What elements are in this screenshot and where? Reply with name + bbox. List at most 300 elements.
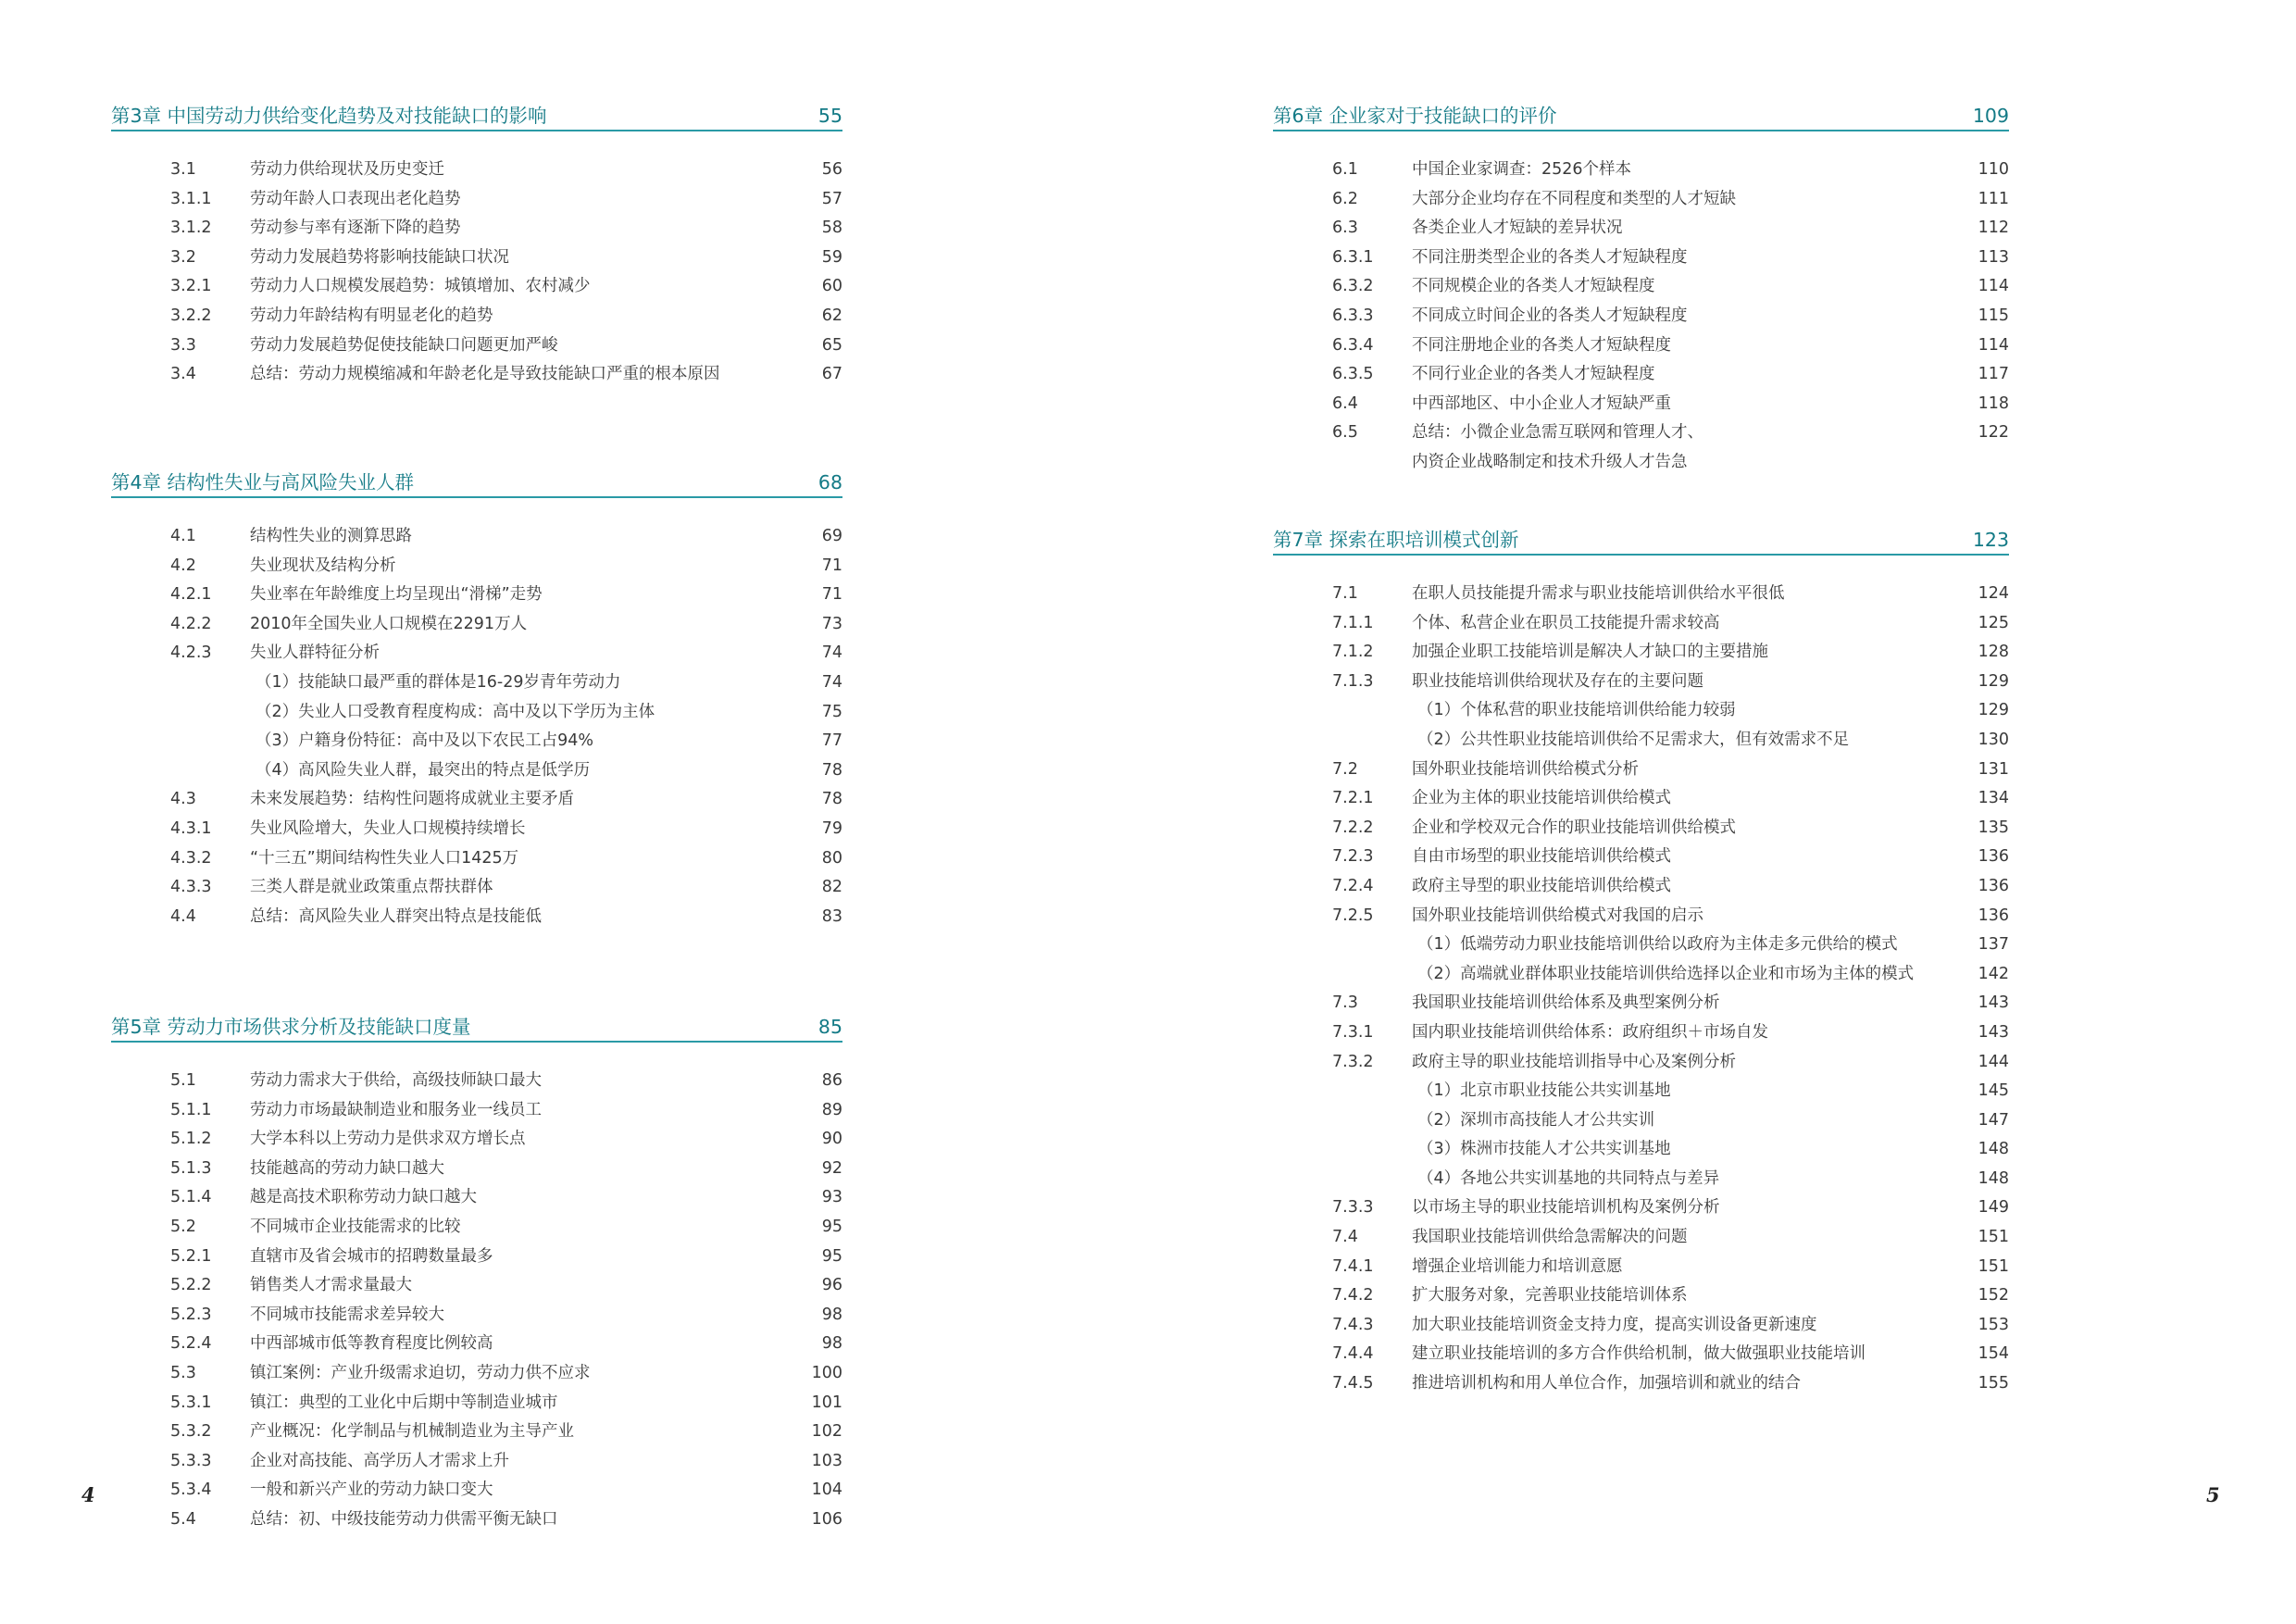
section-page-number: 110 — [1978, 160, 2009, 179]
toc-entry[interactable] — [111, 698, 842, 728]
chapter-page-number: 123 — [1972, 529, 2009, 551]
section-page-number: 90 — [821, 1130, 842, 1149]
section-page-number: 82 — [821, 878, 842, 897]
toc-entry-list — [111, 156, 842, 390]
section-number: 7.1 — [1332, 584, 1358, 603]
toc-entry[interactable] — [1273, 668, 2009, 697]
section-number: 4.3.3 — [170, 878, 212, 897]
toc-entry[interactable] — [111, 1243, 842, 1272]
toc-entry[interactable] — [1273, 1281, 2009, 1311]
section-page-number: 125 — [1978, 613, 2009, 632]
section-number: 4.3.2 — [170, 848, 212, 868]
section-number: 7.1.2 — [1332, 643, 1374, 662]
section-page-number: 74 — [821, 672, 842, 692]
section-number: 7.4 — [1332, 1228, 1358, 1247]
toc-entry[interactable] — [111, 1096, 842, 1126]
section-number: 7.2.4 — [1332, 876, 1374, 895]
section-number: 6.3.2 — [1332, 277, 1374, 296]
toc-entry[interactable] — [1273, 331, 2009, 361]
section-page-number: 142 — [1978, 964, 2009, 983]
section-number: 4.2.3 — [170, 643, 212, 663]
section-title: 大部分企业均存在不同程度和类型的人才短缺 — [1412, 189, 1736, 208]
section-page-number: 113 — [1978, 247, 2009, 267]
section-number: 7.3.3 — [1332, 1198, 1374, 1218]
toc-entry[interactable] — [1273, 784, 2009, 814]
section-title: 失业风险增大，失业人口规模持续增长 — [250, 818, 526, 838]
toc-entry[interactable] — [1273, 1077, 2009, 1106]
toc-entry[interactable] — [111, 785, 842, 815]
toc-entry[interactable] — [1273, 814, 2009, 843]
chapter-title: 第4章 结构性失业与高风险失业人群 — [111, 471, 415, 493]
toc-entry[interactable] — [1273, 302, 2009, 331]
section-number: 3.1.2 — [170, 219, 212, 238]
section-page-number: 101 — [811, 1393, 842, 1412]
section-title: （2）公共性职业技能培训供给不足需求大，但有效需求不足 — [1417, 730, 1850, 749]
section-title: 结构性失业的测算思路 — [250, 527, 412, 545]
section-title: 劳动年龄人口表现出老化趋势 — [250, 189, 461, 208]
chapter-title: 第7章 探索在职培训模式创新 — [1273, 529, 1519, 551]
section-title: 2010年全国失业人口规模在2291万人 — [250, 614, 528, 633]
section-page-number: 77 — [821, 731, 842, 751]
section-title: 镇江案例：产业升级需求迫切，劳动力供不应求 — [250, 1363, 591, 1382]
section-title: 个体、私营企业在职员工技能提升需求较高 — [1412, 613, 1720, 632]
chapter-heading[interactable] — [1273, 104, 2009, 131]
section-number: 5.1.3 — [170, 1158, 212, 1178]
section-page-number: 86 — [821, 1071, 842, 1090]
toc-entry[interactable] — [111, 581, 842, 610]
toc-entry[interactable] — [1273, 1253, 2009, 1282]
chapter-page-number: 55 — [817, 105, 842, 127]
toc-entry[interactable] — [1273, 1018, 2009, 1048]
section-page-number: 106 — [811, 1509, 842, 1529]
toc-entry[interactable] — [1273, 902, 2009, 931]
section-title: 失业现状及结构分析 — [250, 556, 396, 575]
section-title: （2）高端就业群体职业技能培训供给选择以企业和市场为主体的模式 — [1417, 964, 1915, 983]
section-title: 劳动力年龄结构有明显老化的趋势 — [250, 306, 493, 325]
section-page-number: 98 — [821, 1334, 842, 1354]
section-page-number: 136 — [1978, 906, 2009, 925]
toc-entry[interactable] — [1273, 1193, 2009, 1223]
toc-entry[interactable] — [1273, 214, 2009, 244]
section-number: 4.2.2 — [170, 614, 212, 633]
section-number: 5.2.3 — [170, 1305, 212, 1324]
section-title: 中西部地区、中小企业人才短缺严重 — [1412, 394, 1671, 413]
section-title: “十三五”期间结构性失业人口1425万 — [250, 848, 519, 868]
section-page-number: 102 — [811, 1422, 842, 1442]
section-page-number: 57 — [821, 189, 842, 208]
section-title: 自由市场型的职业技能培训供给模式 — [1412, 847, 1671, 867]
section-page-number: 74 — [821, 643, 842, 663]
section-title: 以市场主导的职业技能培训机构及案例分析 — [1412, 1198, 1720, 1218]
section-page-number: 67 — [821, 365, 842, 384]
chapter-page-number: 109 — [1972, 105, 2009, 127]
toc-entry[interactable] — [1273, 1311, 2009, 1341]
section-page-number: 148 — [1978, 1140, 2009, 1159]
section-number: 7.2 — [1332, 759, 1358, 779]
section-page-number: 128 — [1978, 643, 2009, 662]
section-page-number: 148 — [1978, 1168, 2009, 1188]
section-number: 6.3.5 — [1332, 365, 1374, 384]
section-number: 3.2.1 — [170, 277, 212, 296]
toc-entry[interactable] — [1273, 1340, 2009, 1369]
section-title: 直辖市及省会城市的招聘数量最多 — [250, 1246, 493, 1266]
chapter-page-number: 85 — [817, 1016, 842, 1038]
chapter-6 — [1273, 104, 2009, 478]
toc-entry[interactable] — [111, 522, 842, 552]
section-page-number: 112 — [1978, 219, 2009, 238]
toc-entry[interactable] — [1273, 244, 2009, 273]
section-number: 3.1.1 — [170, 189, 212, 208]
toc-entry-list — [111, 522, 842, 931]
section-number: 7.4.2 — [1332, 1286, 1374, 1305]
toc-entry[interactable] — [111, 185, 842, 215]
section-number: 6.2 — [1332, 189, 1358, 208]
toc-entry[interactable] — [111, 1125, 842, 1155]
toc-entry[interactable] — [111, 1476, 842, 1505]
toc-entry[interactable] — [1273, 1369, 2009, 1399]
toc-entry[interactable] — [1273, 843, 2009, 872]
section-number: 4.2.1 — [170, 585, 212, 605]
section-page-number: 79 — [821, 818, 842, 838]
left-page-number: 4 — [81, 1483, 95, 1506]
section-page-number: 100 — [811, 1363, 842, 1382]
toc-entry-list — [111, 1067, 842, 1535]
section-page-number: 92 — [821, 1158, 842, 1178]
section-number: 6.3.4 — [1332, 335, 1374, 355]
section-title: 技能越高的劳动力缺口越大 — [250, 1158, 444, 1178]
section-title: （1）低端劳动力职业技能培训供给以政府为主体走多元供给的模式 — [1417, 935, 1898, 955]
toc-entry[interactable] — [1273, 1165, 2009, 1194]
section-title: 总结：小微企业急需互联网和管理人才、 — [1412, 423, 1703, 443]
section-title: 加大职业技能培训资金支持力度，提高实训设备更新速度 — [1412, 1315, 1817, 1334]
section-title: 不同城市技能需求差异较大 — [250, 1305, 444, 1324]
section-page-number: 89 — [821, 1100, 842, 1119]
section-page-number: 62 — [821, 306, 842, 325]
right-page-number: 5 — [2206, 1483, 2220, 1506]
section-page-number: 58 — [821, 219, 842, 238]
section-number: 3.1 — [170, 160, 196, 179]
toc-entry[interactable] — [111, 1155, 842, 1184]
section-number: 7.4.4 — [1332, 1344, 1374, 1364]
toc-entry[interactable] — [1273, 390, 2009, 419]
section-number: 3.2 — [170, 247, 196, 267]
section-number: 3.4 — [170, 365, 196, 384]
toc-entry[interactable] — [1273, 931, 2009, 960]
section-title: 销售类人才需求量最大 — [250, 1276, 412, 1295]
chapter-3 — [111, 104, 842, 390]
toc-entry[interactable] — [111, 1330, 842, 1359]
toc-entry[interactable] — [1273, 1135, 2009, 1165]
toc-entry[interactable] — [111, 1271, 842, 1301]
section-title: 不同注册类型企业的各类人才短缺程度 — [1412, 247, 1688, 267]
section-page-number: 65 — [821, 335, 842, 355]
section-title: 不同注册地企业的各类人才短缺程度 — [1412, 335, 1671, 355]
section-title: 我国职业技能培训供给急需解决的问题 — [1412, 1228, 1688, 1247]
toc-entry[interactable] — [111, 1067, 842, 1096]
section-title: 增强企业培训能力和培训意愿 — [1412, 1256, 1623, 1276]
section-page-number: 131 — [1978, 759, 2009, 779]
section-title: 劳动力发展趋势促使技能缺口问题更加严峻 — [250, 335, 558, 355]
section-title: 劳动力供给现状及历史变迁 — [250, 160, 444, 179]
section-title: （2）失业人口受教育程度构成：高中及以下学历为主体 — [256, 702, 655, 721]
section-title: 失业率在年龄维度上均呈现出“滑梯”走势 — [250, 585, 543, 605]
section-number: 4.3 — [170, 790, 196, 809]
toc-entry[interactable] — [111, 756, 842, 786]
section-page-number: 95 — [821, 1217, 842, 1236]
chapter-heading[interactable] — [111, 104, 842, 131]
chapter-title: 第6章 企业家对于技能缺口的评价 — [1273, 105, 1557, 127]
section-page-number: 135 — [1978, 818, 2009, 837]
section-title: 国外职业技能培训供给模式对我国的启示 — [1412, 906, 1703, 925]
toc-entry[interactable] — [1273, 696, 2009, 726]
section-title: 不同行业企业的各类人才短缺程度 — [1412, 365, 1655, 384]
toc-entry[interactable] — [111, 815, 842, 844]
chapter-heading[interactable] — [111, 1015, 842, 1043]
section-number: 4.4 — [170, 906, 196, 926]
toc-entry[interactable] — [111, 668, 842, 698]
section-title: 劳动参与率有逐渐下降的趋势 — [250, 219, 461, 238]
section-page-number: 155 — [1978, 1374, 2009, 1393]
section-title: 产业概况：化学制品与机械制造业为主导产业 — [250, 1422, 574, 1442]
chapter-7 — [1273, 528, 2009, 1399]
section-title: 各类企业人才短缺的差异状况 — [1412, 219, 1623, 238]
section-number: 5.2.1 — [170, 1246, 212, 1266]
toc-entry[interactable] — [1273, 1223, 2009, 1253]
toc-entry[interactable] — [111, 552, 842, 581]
section-number: 5.3.1 — [170, 1393, 212, 1412]
section-page-number: 78 — [821, 790, 842, 809]
section-title: 内资企业战略制定和技术升级人才告急 — [1412, 452, 1688, 471]
toc-entry[interactable] — [111, 1389, 842, 1418]
chapter-title: 第5章 劳动力市场供求分析及技能缺口度量 — [111, 1016, 471, 1038]
toc-entry[interactable] — [111, 844, 842, 874]
toc-entry-list — [1273, 580, 2009, 1399]
section-page-number: 75 — [821, 702, 842, 721]
section-title: （2）深圳市高技能人才公共实训 — [1417, 1110, 1655, 1130]
section-number: 7.3 — [1332, 993, 1358, 1013]
section-page-number: 151 — [1978, 1256, 2009, 1276]
toc-entry[interactable] — [111, 1301, 842, 1330]
section-title: 建立职业技能培训的多方合作供给机制，做大做强职业技能培训 — [1412, 1344, 1866, 1364]
toc-entry[interactable] — [111, 903, 842, 932]
toc-entry[interactable] — [1273, 580, 2009, 609]
section-page-number: 83 — [821, 906, 842, 926]
toc-entry[interactable] — [111, 214, 842, 244]
section-page-number: 149 — [1978, 1198, 2009, 1218]
toc-entry[interactable] — [111, 873, 842, 903]
section-page-number: 78 — [821, 760, 842, 780]
section-page-number: 151 — [1978, 1228, 2009, 1247]
toc-entry[interactable] — [1273, 756, 2009, 785]
section-page-number: 129 — [1978, 701, 2009, 720]
toc-entry[interactable] — [1273, 360, 2009, 390]
section-number: 7.4.5 — [1332, 1374, 1374, 1393]
section-page-number: 136 — [1978, 847, 2009, 867]
section-page-number: 147 — [1978, 1110, 2009, 1130]
section-title: 中西部城市低等教育程度比例较高 — [250, 1334, 493, 1354]
section-number: 6.3 — [1332, 219, 1358, 238]
section-title: （3）户籍身份特征：高中及以下农民工占94% — [256, 731, 594, 751]
chapter-heading[interactable] — [1273, 528, 2009, 556]
section-page-number: 137 — [1978, 935, 2009, 955]
section-title: 加强企业职工技能培训是解决人才缺口的主要措施 — [1412, 643, 1768, 662]
section-number: 5.1 — [170, 1071, 196, 1090]
toc-entry[interactable] — [1273, 272, 2009, 302]
section-page-number: 98 — [821, 1305, 842, 1324]
section-title: 劳动力发展趋势将影响技能缺口状况 — [250, 247, 509, 267]
section-number: 5.1.2 — [170, 1130, 212, 1149]
section-title: 不同成立时间企业的各类人才短缺程度 — [1412, 306, 1688, 325]
toc-entry[interactable] — [111, 1418, 842, 1447]
section-number: 4.2 — [170, 556, 196, 575]
section-number: 7.1.1 — [1332, 613, 1374, 632]
section-page-number: 71 — [821, 585, 842, 605]
section-number: 5.1.4 — [170, 1188, 212, 1207]
section-number: 3.2.2 — [170, 306, 212, 325]
chapter-5 — [111, 1015, 842, 1535]
section-number: 7.4.1 — [1332, 1256, 1374, 1276]
section-page-number: 59 — [821, 247, 842, 267]
section-title: 扩大服务对象，完善职业技能培训体系 — [1412, 1286, 1688, 1305]
section-title: 政府主导型的职业技能培训供给模式 — [1412, 876, 1671, 895]
section-title: 企业为主体的职业技能培训供给模式 — [1412, 789, 1671, 808]
section-title: （4）高风险失业人群，最突出的特点是低学历 — [256, 760, 591, 780]
section-title: 企业和学校双元合作的职业技能培训供给模式 — [1412, 818, 1736, 837]
section-page-number: 134 — [1978, 789, 2009, 808]
chapter-title: 第3章 中国劳动力供给变化趋势及对技能缺口的影响 — [111, 105, 547, 127]
section-title: 总结：高风险失业人群突出特点是技能低 — [250, 906, 542, 926]
section-number: 4.1 — [170, 527, 196, 545]
toc-entry[interactable] — [111, 272, 842, 302]
section-number: 7.2.1 — [1332, 789, 1374, 808]
section-title: 镇江：典型的工业化中后期中等制造业城市 — [250, 1393, 558, 1412]
section-title: 我国职业技能培训供给体系及典型案例分析 — [1412, 993, 1720, 1013]
toc-entry[interactable] — [111, 302, 842, 331]
section-page-number: 144 — [1978, 1052, 2009, 1071]
toc-entry[interactable] — [1273, 872, 2009, 902]
section-title: 失业人群特征分析 — [250, 643, 380, 663]
section-page-number: 103 — [811, 1451, 842, 1470]
section-page-number: 56 — [821, 160, 842, 179]
section-number: 5.3.4 — [170, 1480, 212, 1500]
section-number: 7.4.3 — [1332, 1315, 1374, 1334]
section-title: （1）个体私营的职业技能培训供给能力较弱 — [1417, 701, 1736, 720]
toc-entry[interactable] — [111, 639, 842, 668]
toc-entry[interactable] — [111, 727, 842, 756]
section-number: 7.2.3 — [1332, 847, 1374, 867]
toc-entry[interactable] — [111, 156, 842, 185]
section-page-number: 93 — [821, 1188, 842, 1207]
section-page-number: 111 — [1978, 189, 2009, 208]
section-title: 政府主导的职业技能培训指导中心及案例分析 — [1412, 1052, 1736, 1071]
section-page-number: 73 — [821, 614, 842, 633]
section-page-number: 114 — [1978, 335, 2009, 355]
section-number: 7.1.3 — [1332, 671, 1374, 691]
section-number: 5.3.2 — [170, 1422, 212, 1442]
section-number: 7.2.2 — [1332, 818, 1374, 837]
toc-entry[interactable] — [1273, 960, 2009, 990]
toc-entry[interactable] — [1273, 609, 2009, 639]
toc-entry[interactable] — [111, 360, 842, 390]
section-page-number: 118 — [1978, 394, 2009, 413]
section-page-number: 143 — [1978, 993, 2009, 1013]
section-page-number: 124 — [1978, 584, 2009, 603]
section-title: 职业技能培训供给现状及存在的主要问题 — [1412, 671, 1703, 691]
section-page-number: 117 — [1978, 365, 2009, 384]
section-page-number: 129 — [1978, 671, 2009, 691]
section-number: 6.5 — [1332, 423, 1358, 443]
toc-entry[interactable] — [111, 1505, 842, 1535]
section-title: 国外职业技能培训供给模式分析 — [1412, 759, 1639, 779]
section-title: （4）各地公共实训基地的共同特点与差异 — [1417, 1168, 1720, 1188]
section-page-number: 96 — [821, 1276, 842, 1295]
section-page-number: 130 — [1978, 730, 2009, 749]
section-title: 大学本科以上劳动力是供求双方增长点 — [250, 1130, 526, 1149]
toc-entry[interactable] — [1273, 1048, 2009, 1078]
toc-entry[interactable] — [111, 1359, 842, 1389]
toc-entry[interactable] — [111, 244, 842, 273]
toc-entry[interactable] — [1273, 185, 2009, 215]
section-page-number: 60 — [821, 277, 842, 296]
section-number: 4.3.1 — [170, 818, 212, 838]
section-title: 劳动力市场最缺制造业和服务业一线员工 — [250, 1100, 542, 1119]
toc-entry[interactable] — [111, 1447, 842, 1477]
section-title: 一般和新兴产业的劳动力缺口变大 — [250, 1480, 493, 1500]
toc-entry[interactable] — [1273, 989, 2009, 1018]
section-page-number: 114 — [1978, 277, 2009, 296]
toc-entry[interactable] — [1273, 156, 2009, 185]
section-number: 5.3 — [170, 1363, 196, 1382]
section-page-number: 95 — [821, 1246, 842, 1266]
section-title: 总结：初、中级技能劳动力供需平衡无缺口 — [250, 1509, 558, 1529]
section-title: 劳动力需求大于供给，高级技师缺口最大 — [250, 1071, 542, 1090]
section-page-number: 104 — [811, 1480, 842, 1500]
toc-entry[interactable] — [1273, 418, 2009, 448]
section-title: 在职人员技能提升需求与职业技能培训供给水平很低 — [1412, 584, 1785, 603]
section-title: （1）技能缺口最严重的群体是16-29岁青年劳动力 — [256, 672, 621, 692]
section-number: 5.1.1 — [170, 1100, 212, 1119]
section-title: 中国企业家调查：2526个样本 — [1412, 160, 1632, 179]
section-number: 6.1 — [1332, 160, 1358, 179]
section-page-number: 153 — [1978, 1315, 2009, 1334]
toc-entry[interactable] — [111, 1183, 842, 1213]
section-page-number: 136 — [1978, 876, 2009, 895]
toc-entry[interactable] — [111, 1213, 842, 1243]
toc-entry[interactable] — [111, 331, 842, 361]
section-page-number: 80 — [821, 848, 842, 868]
section-page-number: 71 — [821, 556, 842, 575]
toc-entry[interactable] — [1273, 448, 2009, 478]
toc-entry[interactable] — [1273, 638, 2009, 668]
section-title: （1）北京市职业技能公共实训基地 — [1417, 1081, 1671, 1101]
toc-entry[interactable] — [1273, 1106, 2009, 1136]
section-number: 5.2.2 — [170, 1276, 212, 1295]
toc-entry[interactable] — [1273, 726, 2009, 756]
section-number: 7.3.2 — [1332, 1052, 1374, 1071]
section-number: 5.2 — [170, 1217, 196, 1236]
toc-entry[interactable] — [111, 610, 842, 640]
section-title: 推进培训机构和用人单位合作，加强培训和就业的结合 — [1412, 1374, 1801, 1393]
section-title: 劳动力人口规模发展趋势：城镇增加、农村减少 — [250, 277, 591, 296]
section-title: 不同城市企业技能需求的比较 — [250, 1217, 461, 1236]
section-page-number: 115 — [1978, 306, 2009, 325]
chapter-heading[interactable] — [111, 470, 842, 498]
section-title: 越是高技术职称劳动力缺口越大 — [250, 1188, 477, 1207]
section-title: 三类人群是就业政策重点帮扶群体 — [250, 878, 493, 897]
chapter-4 — [111, 470, 842, 931]
section-title: （3）株洲市技能人才公共实训基地 — [1417, 1140, 1671, 1159]
section-page-number: 69 — [821, 527, 842, 545]
